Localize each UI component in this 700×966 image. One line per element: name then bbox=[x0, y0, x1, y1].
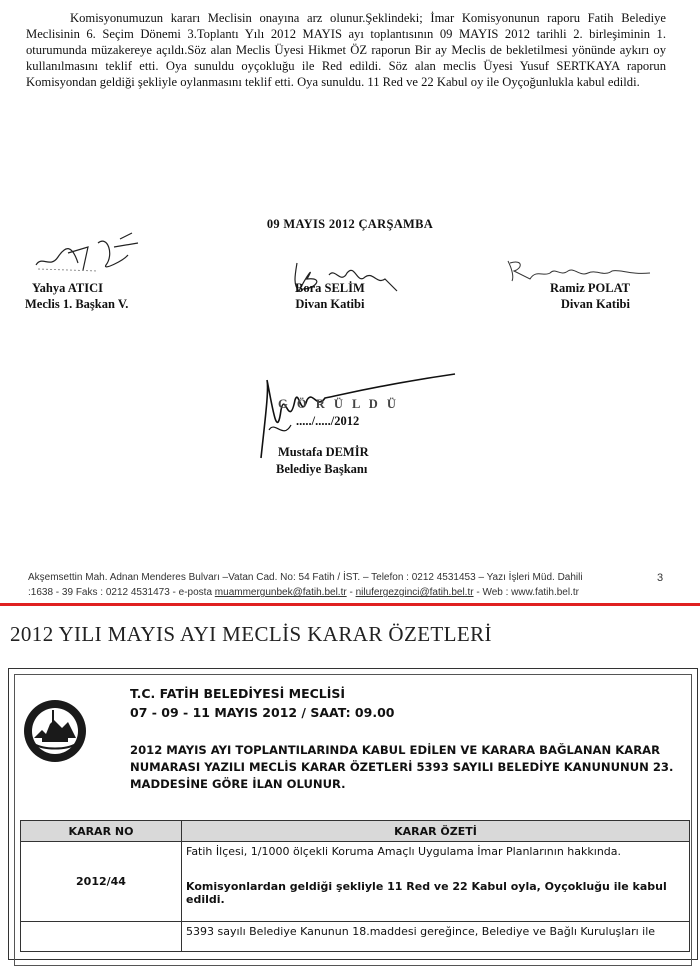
col-header-summary: KARAR ÖZETİ bbox=[182, 821, 690, 842]
body-paragraph: Komisyonumuzun kararı Meclisin onayına arz olunur.Şeklindeki; İmar Komisyonunun raporu Fatih Belediye Meclisinin 6. Seçim Dönemi 3.Toplantı Yılı 2012 MAYIS ayı toplantısının 09 MAYIS 2012 tarihli 2. birleşiminin 1. oturumunda müzakereye açıldı.Söz alan Meclis Üyesi Hikmet ÖZ raporun Bir ay Meclis de bekletilmesi yönünde aykırı oy kullanılmasını teklif etti. Oya sunuldu oyçokluğu ile Red edildi. Söz alan meclis Üyesi Yusuf SERTKAYA raporun Komisyondan geldiği şekliyle oylanmasını teklif etti. Oya sunuldu. 11 Red ve 22 Kabul oy ile Oyçoğunlukla kabul edildi. bbox=[26, 11, 666, 89]
email-link-1[interactable]: muammergunbek@fatih.bel.tr bbox=[214, 587, 347, 598]
signer-center bbox=[295, 280, 365, 312]
signer-right-name: Ramiz POLAT bbox=[550, 281, 630, 295]
decision-result: Komisyonlardan geldiği şekliyle 11 Red ve 22 Kabul oyla, Oyçokluğu ile kabul edildi. bbox=[186, 880, 667, 906]
table-row bbox=[21, 842, 690, 922]
signer-left bbox=[25, 280, 129, 312]
letterhead-footer bbox=[0, 568, 700, 606]
decision-table bbox=[20, 820, 690, 952]
separator-line bbox=[0, 603, 700, 606]
signature-atici-icon bbox=[28, 225, 148, 280]
footer-contact: :1638 - 39 Faks : 0212 4531473 - e-posta muammergunbek@fatih.bel.tr - nilufergezginci@fatih.bel.tr - Web : www.fatih.bel.tr bbox=[28, 587, 579, 598]
decision-summary bbox=[182, 842, 690, 922]
notice-date: 07 - 09 - 11 MAYIS 2012 / SAAT: 09.00 bbox=[130, 705, 395, 720]
municipality-logo-icon bbox=[22, 698, 88, 764]
section-title: 2012 YILI MAYIS AYI MECLİS KARAR ÖZETLERİ bbox=[10, 622, 492, 646]
signer-left-title: Meclis 1. Başkan V. bbox=[25, 297, 129, 311]
footer-address: Akşemsettin Mah. Adnan Menderes Bulvarı –Vatan Cad. No: 54 Fatih / İST. – Telefon : 0212 4531453 – Yazı İşleri Müd. Dahili bbox=[28, 572, 583, 583]
stamp-text: G Ö R Ü L D Ü bbox=[278, 397, 399, 411]
table-header-row bbox=[21, 821, 690, 842]
signer-center-name: Bora SELİM bbox=[295, 281, 365, 295]
email-link-2[interactable]: nilufergezginci@fatih.bel.tr bbox=[355, 587, 474, 598]
mayor-name: Mustafa DEMİR bbox=[278, 445, 369, 459]
web-link[interactable]: - Web : www.fatih.bel.tr bbox=[473, 587, 579, 598]
page-number: 3 bbox=[657, 572, 664, 584]
table-row bbox=[21, 922, 690, 952]
decision-subject: 5393 sayılı Belediye Kanunun 18.maddesi gereğince, Belediye ve Bağlı Kuruluşları ile bbox=[186, 925, 656, 938]
decision-no: 2012/44 bbox=[21, 842, 182, 922]
mayor-title: Belediye Başkanı bbox=[276, 462, 368, 476]
decision-summary bbox=[182, 922, 690, 952]
signer-center-title: Divan Katibi bbox=[295, 297, 365, 311]
signer-left-name: Yahya ATICI bbox=[32, 281, 103, 295]
meeting-date: 09 MAYIS 2012 ÇARŞAMBA bbox=[266, 217, 434, 231]
stamp-date: ...../...../2012 bbox=[296, 414, 360, 428]
signer-right bbox=[536, 280, 630, 312]
col-header-no: KARAR NO bbox=[21, 821, 182, 842]
decision-no bbox=[21, 922, 182, 952]
notice-declaration: 2012 MAYIS AYI TOPLANTILARINDA KABUL EDİLEN VE KARARA BAĞLANAN KARAR NUMARASI YAZILI MECLİS KARAR ÖZETLERİ 5393 SAYILI BELEDİYE KANUNUNUN 23. MADDESİNE GÖRE İLAN OLUNUR. bbox=[130, 743, 674, 791]
signer-right-title: Divan Katibi bbox=[560, 297, 630, 311]
decision-subject: Fatih İlçesi, 1/1000 ölçekli Koruma Amaçlı Uygulama İmar Planlarının hakkında. bbox=[186, 845, 622, 858]
notice-org: T.C. FATİH BELEDİYESİ MECLİSİ bbox=[130, 686, 346, 701]
